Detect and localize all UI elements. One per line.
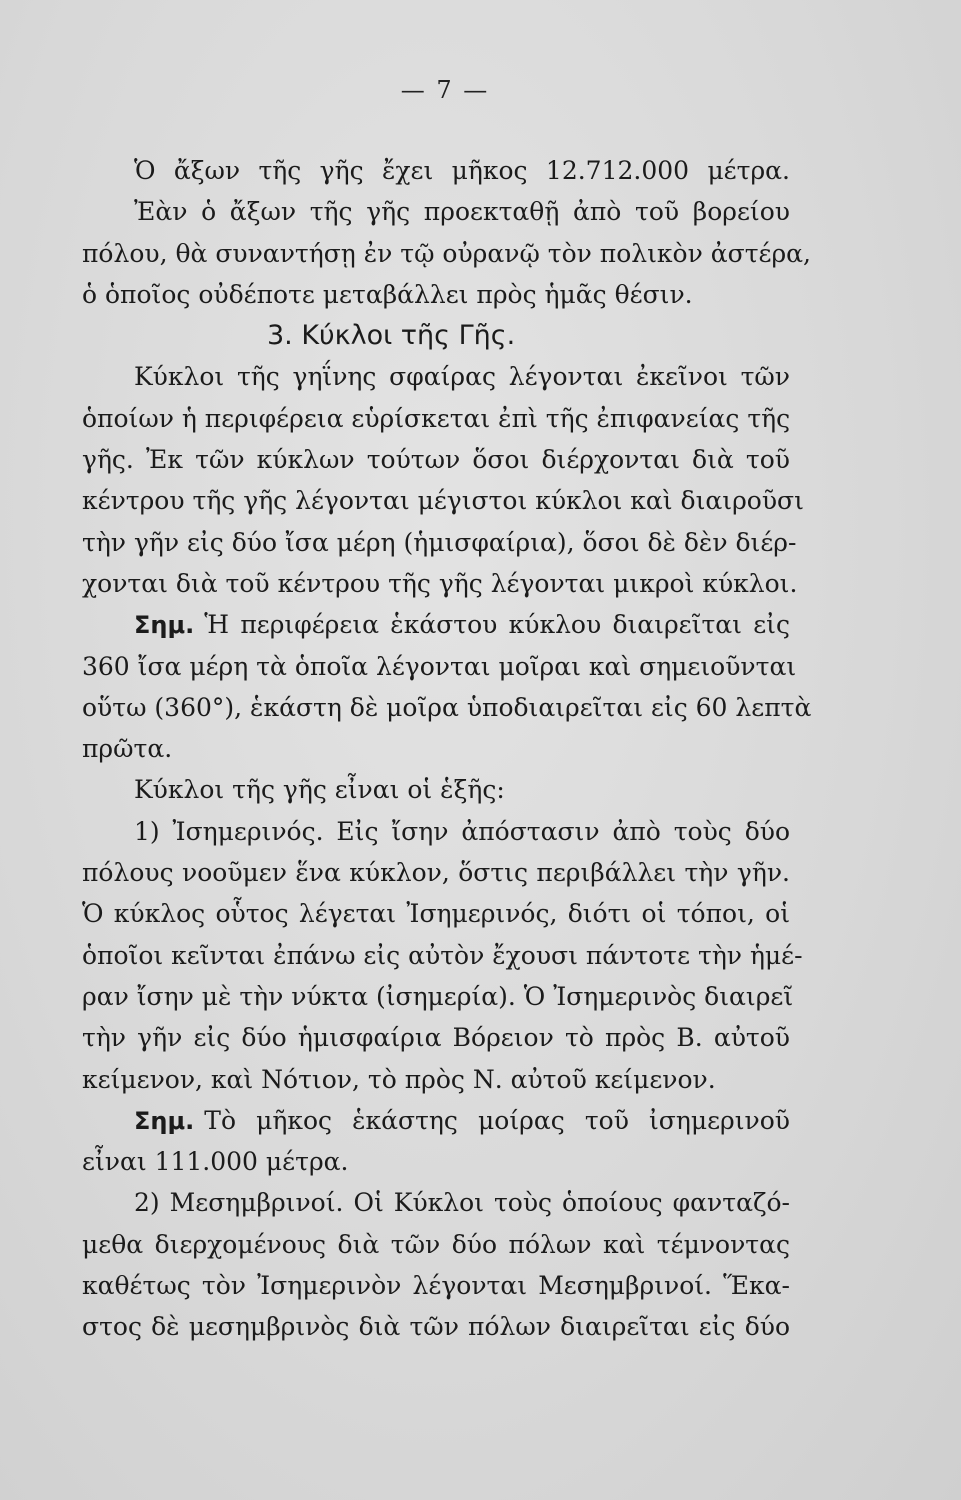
text-line: πόλους νοοῦμεν ἕνα κύκλον, ὅστις περιβάλλει τὴν γῆν. <box>82 858 790 888</box>
text-line: μεθα διερχομένους διὰ τῶν δύο πόλων καὶ τέμνοντας <box>82 1229 790 1259</box>
text-line: 360 ἴσα μέρη τὰ ὁποῖα λέγονται μοῖραι καὶ σημειοῦνται <box>82 651 797 681</box>
text-line: Κύκλοι τῆς γῆς εἶναι οἱ ἑξῆς: <box>134 775 505 805</box>
text-line: πρῶτα. <box>82 734 173 764</box>
note-text: Ἡ περιφέρεια ἑκάστου κύκλου διαιρεῖται εἰς <box>204 610 790 640</box>
note-line <box>82 1100 790 1141</box>
note-line <box>82 604 790 645</box>
text-line: τὴν γῆν εἰς δύο ἡμισφαίρια Βόρειον τὸ πρὸς Β. αὐτοῦ <box>82 1023 790 1053</box>
page-number: — 7 — <box>400 76 490 104</box>
text-line: στος δὲ μεσημβρινὸς διὰ τῶν πόλων διαιρεῖται εἰς δύο <box>82 1312 790 1342</box>
text-line: 1) Ἰσημερινός. Εἰς ἴσην ἀπόστασιν ἀπὸ τοὺς δύο <box>134 816 790 846</box>
text-line: Ὁ κύκλος οὗτος λέγεται Ἰσημερινός, διότι οἱ τόποι, οἱ <box>82 899 790 929</box>
note-label: Σημ. <box>134 1106 195 1135</box>
note-label: Σημ. <box>134 611 195 640</box>
text-line: Κύκλοι τῆς γηΐνης σφαίρας λέγονται ἐκεῖνοι τῶν <box>134 362 790 392</box>
section-heading: 3. Κύκλοι τῆς Γῆς. <box>267 320 516 352</box>
text-line: ὁποῖοι κεῖνται ἐπάνω εἰς αὐτὸν ἔχουσι πάντοτε τὴν ἡμέ- <box>82 940 803 970</box>
text-line: κέντρου τῆς γῆς λέγονται μέγιστοι κύκλοι καὶ διαιροῦσι <box>82 486 804 516</box>
text-line: τὴν γῆν εἰς δύο ἴσα μέρη (ἡμισφαίρια), ὅσοι δὲ δὲν διέρ- <box>82 527 797 557</box>
text-line: χονται διὰ τοῦ κέντρου τῆς γῆς λέγονται μικροὶ κύκλοι. <box>82 568 798 598</box>
note-text: Τὸ μῆκος ἑκάστης μοίρας τοῦ ἰσημερινοῦ <box>204 1105 790 1135</box>
text-line: κείμενον, καὶ Νότιον, τὸ πρὸς Ν. αὐτοῦ κείμενον. <box>82 1064 716 1094</box>
text-line: 2) Μεσημβρινοί. Οἱ Κύκλοι τοὺς ὁποίους φανταζό- <box>134 1188 790 1218</box>
text-line: ραν ἴσην μὲ τὴν νύκτα (ἰσημερία). Ὁ Ἰσημερινὸς διαιρεῖ <box>82 981 794 1011</box>
text-line: ὁ ὁποῖος οὐδέποτε μεταβάλλει πρὸς ἡμᾶς θέσιν. <box>82 279 693 309</box>
text-line: ὁποίων ἡ περιφέρεια εὑρίσκεται ἐπὶ τῆς ἐπιφανείας τῆς <box>82 403 791 433</box>
text-line: οὕτω (360°), ἑκάστη δὲ μοῖρα ὑποδιαιρεῖται εἰς 60 λεπτὰ <box>82 692 812 722</box>
text-line: πόλου, θὰ συναντήσῃ ἐν τῷ οὐρανῷ τὸν πολικὸν ἀστέρα, <box>82 238 812 268</box>
text-line: εἶναι 111.000 μέτρα. <box>82 1147 349 1177</box>
text-line: Ὁ ἄξων τῆς γῆς ἔχει μῆκος 12.712.000 μέτρα. <box>134 156 790 185</box>
text-line: Ἐὰν ὁ ἄξων τῆς γῆς προεκταθῇ ἀπὸ τοῦ βορείου <box>134 197 790 227</box>
text-line: γῆς. Ἐκ τῶν κύκλων τούτων ὅσοι διέρχονται διὰ τοῦ <box>82 445 790 475</box>
body-text <box>82 150 812 1348</box>
text-line: καθέτως τὸν Ἰσημερινὸν λέγονται Μεσημβρινοί. Ἕκα- <box>82 1271 790 1301</box>
